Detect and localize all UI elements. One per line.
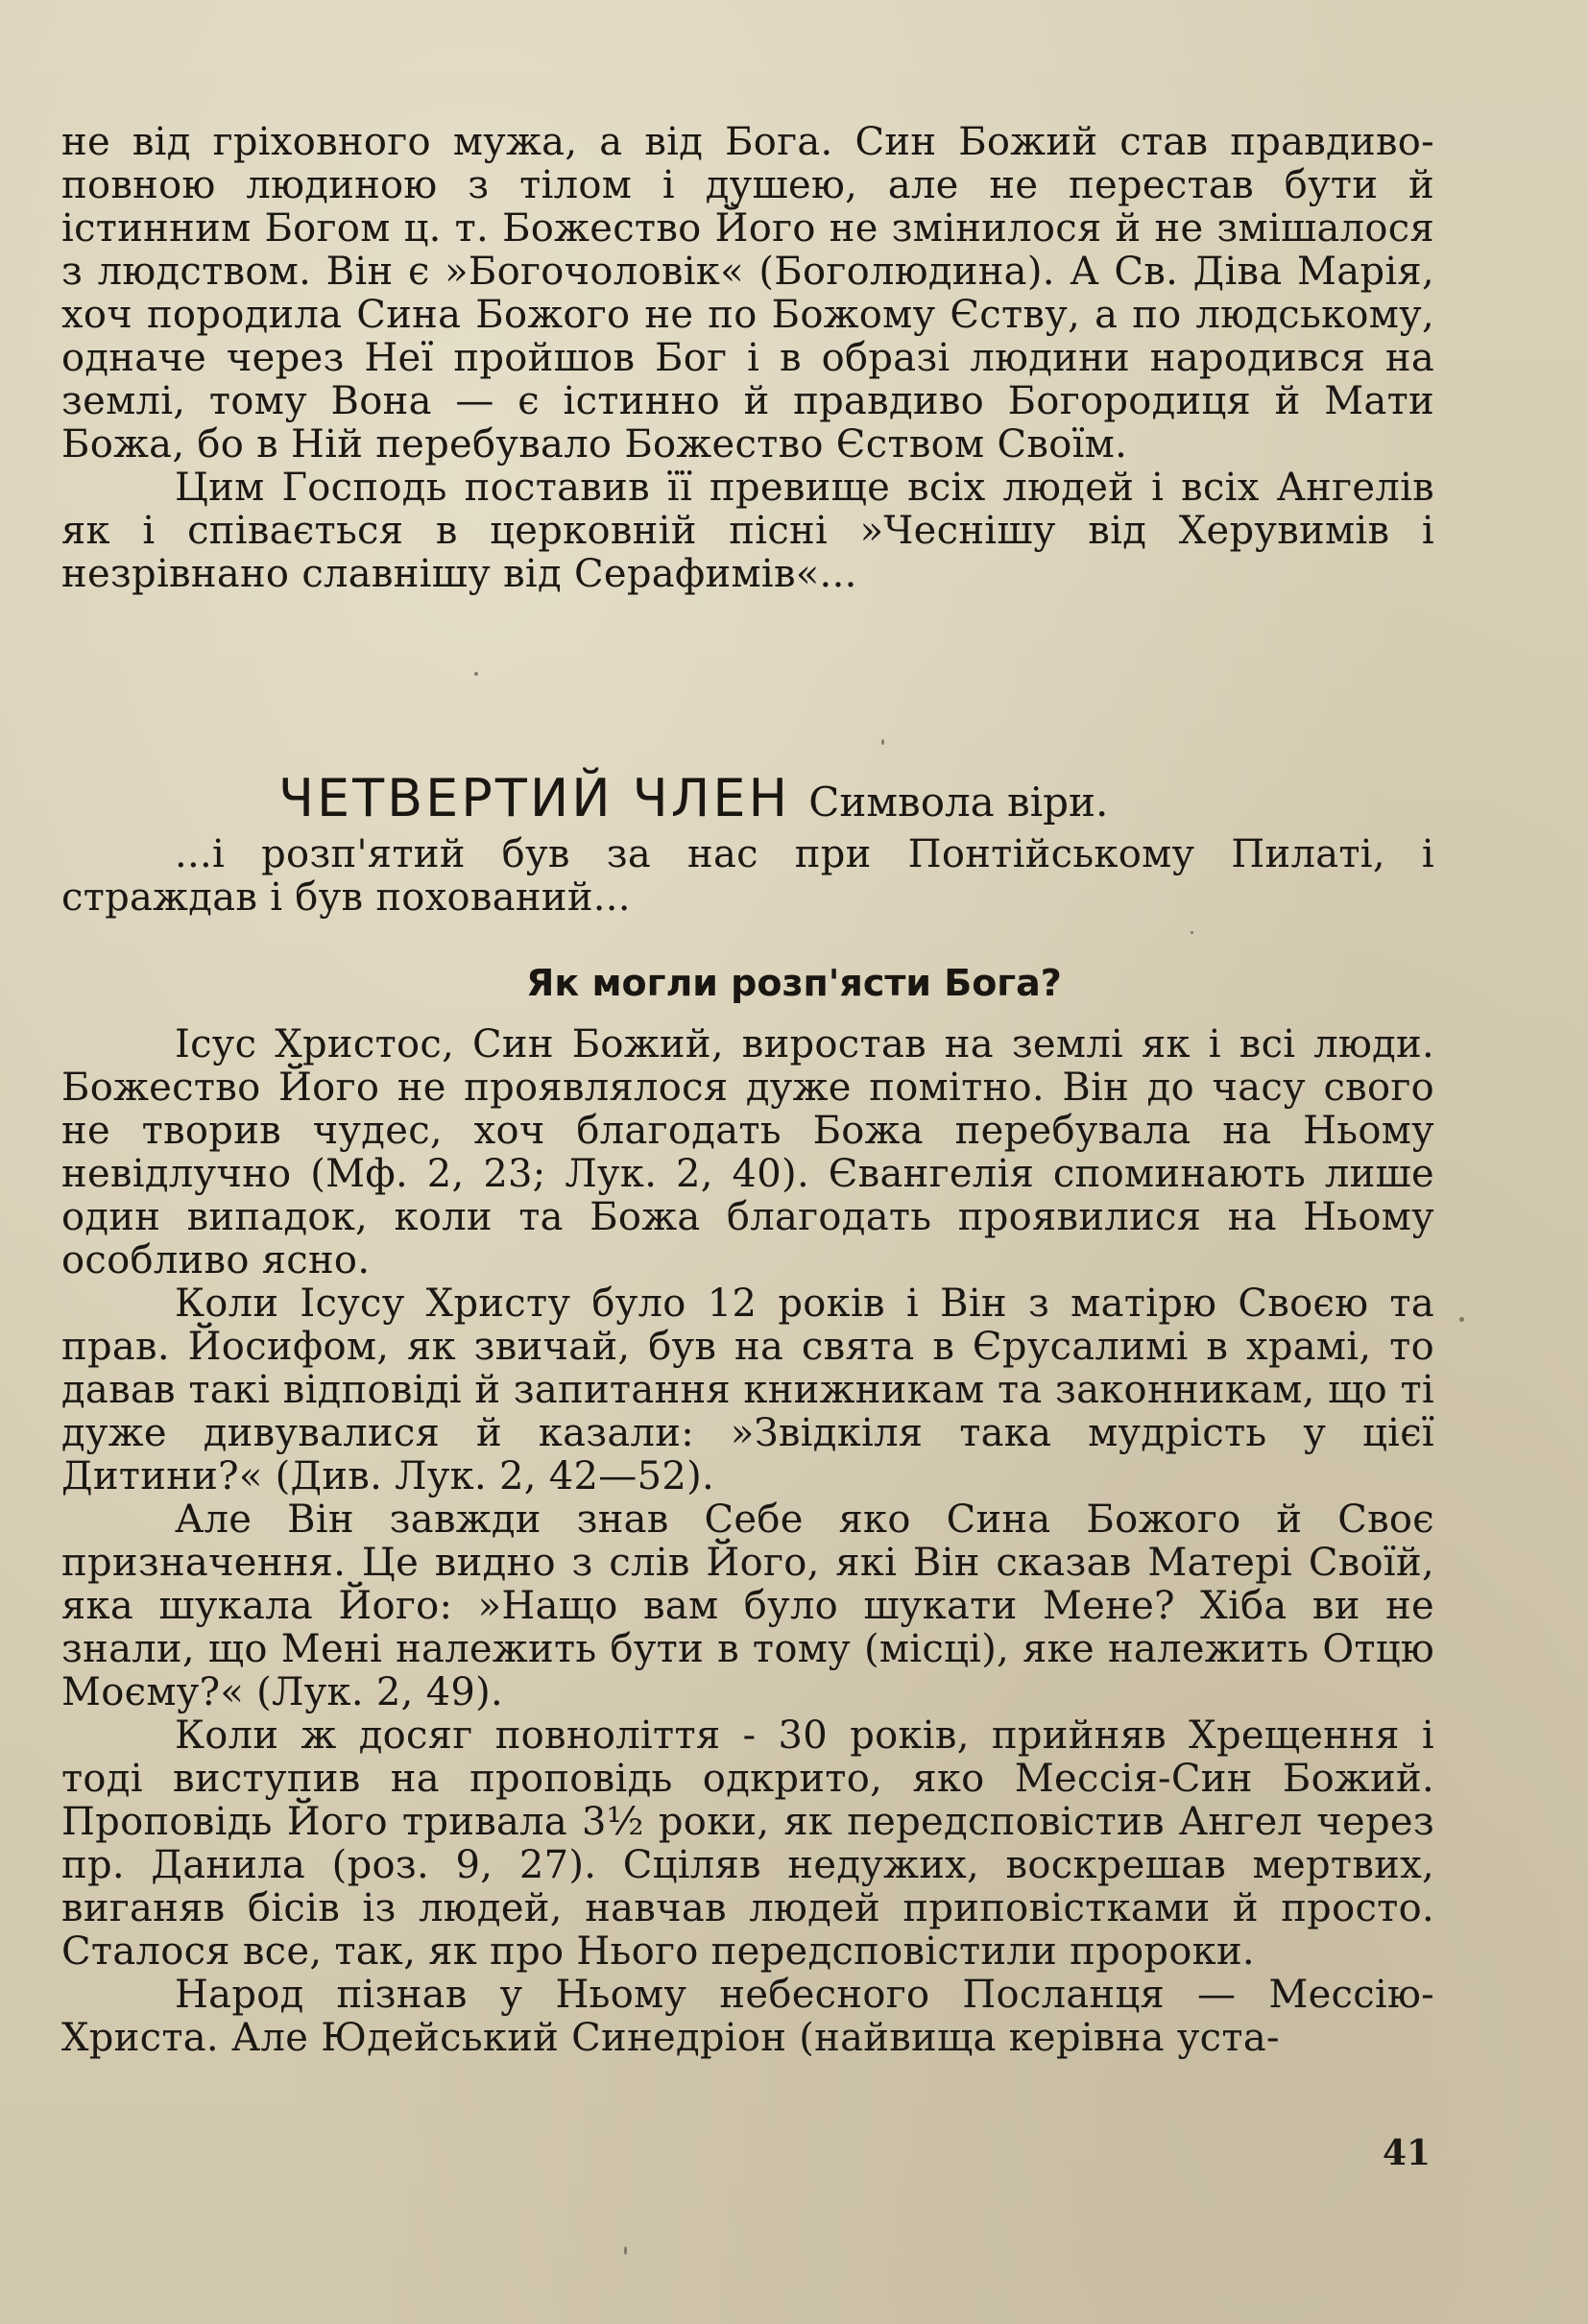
subsection-heading: Як могли розп'ясти Бога? — [526, 962, 1062, 1004]
paper-speck — [474, 672, 478, 676]
text-block-main — [61, 1023, 1434, 2060]
paragraph: Цим Господь поставив її превище всіх людей і всіх Ангелів як і співається в церковній пісні »Чеснішу від Херувимів і незрівнано славнішу від Серафимів«... — [61, 466, 1434, 596]
paper-speck — [881, 739, 884, 745]
paragraph: Але Він завжди знав Себе яко Сина Божого й Своє призначення. Це видно з слів Його, які Він сказав Матері Своїй, яка шукала Його: »Нащо вам було шукати Мене? Хіба ви не знали, що Мені належить бути в тому (місці), яке належить Отцю Моєму?« (Лук. 2, 49). — [61, 1497, 1434, 1714]
paragraph: Народ пізнав у Ньому небесного Посланця — Мессію-Христа. Але Юдейський Синедріон (найвища керівна уста- — [61, 1973, 1434, 2060]
page-number: 41 — [1383, 2133, 1432, 2173]
section-heading-main: ЧЕТВЕРТИЙ ЧЛЕН — [278, 768, 791, 828]
section-heading — [278, 768, 1108, 828]
creed-quote-block — [61, 833, 1434, 920]
paragraph: не від гріховного мужа, а від Бога. Син Божий став правдиво-повною людиною з тілом і душею, але не перестав бути й істинним Богом ц. т. Божество Його не змінилося й не змішалося з людством. Він є »Богочоловік« (Боголюдина). А Св. Діва Марія, хоч породила Сина Божого не по Божому Єству, а по людському, одначе через Неї пройшов Бог і в образі людини народився на землі, тому Вона — є істинно й правдиво Богородиця й Мати Божа, бо в Ній перебувало Божество Єством Своїм. — [61, 120, 1434, 467]
paper-speck — [1191, 931, 1193, 934]
section-heading-sub: Символа віри. — [808, 779, 1109, 826]
paragraph: Коли Ісусу Христу було 12 років і Він з матірю Своєю та прав. Йосифом, як звичай, був на свята в Єрусалимі в храмі, то давав такі відповіді й запитання книжникам та законникам, що ті дуже дивувалися й казали: »Звідкіля така мудрість у цієї Дитини?« (Див. Лук. 2, 42—52). — [61, 1282, 1434, 1498]
creed-quote: ...і розп'ятий був за нас при Понтійському Пилаті, і страждав і був похований... — [61, 832, 1434, 920]
text-block-top — [61, 121, 1434, 596]
paper-speck — [1459, 1317, 1464, 1322]
paragraph: Коли ж досяг повноліття - 30 років, прийняв Хрещення і тоді виступив на проповідь одкрито, яко Мессія-Син Божий. Проповідь Його тривала 3½ роки, як передсповістив Ангел через пр. Данила (роз. 9, 27). Сціляв недужих, воскрешав мертвих, виганяв бісів із людей, навчав людей приповістками й просто. Сталося все, так, як про Нього передсповістили пророки. — [61, 1713, 1434, 1974]
paper-speck — [624, 2246, 627, 2255]
paragraph: Ісус Христос, Син Божий, виростав на землі як і всі люди. Божество Його не проявлялося дуже помітно. Він до часу свого не творив чудес, хоч благодать Божа перебувала на Ньому невідлучно (Мф. 2, 23; Лук. 2, 40). Євангелія споминають лише один випадок, коли та Божа благодать проявилися на Ньому особливо ясно. — [61, 1022, 1434, 1282]
